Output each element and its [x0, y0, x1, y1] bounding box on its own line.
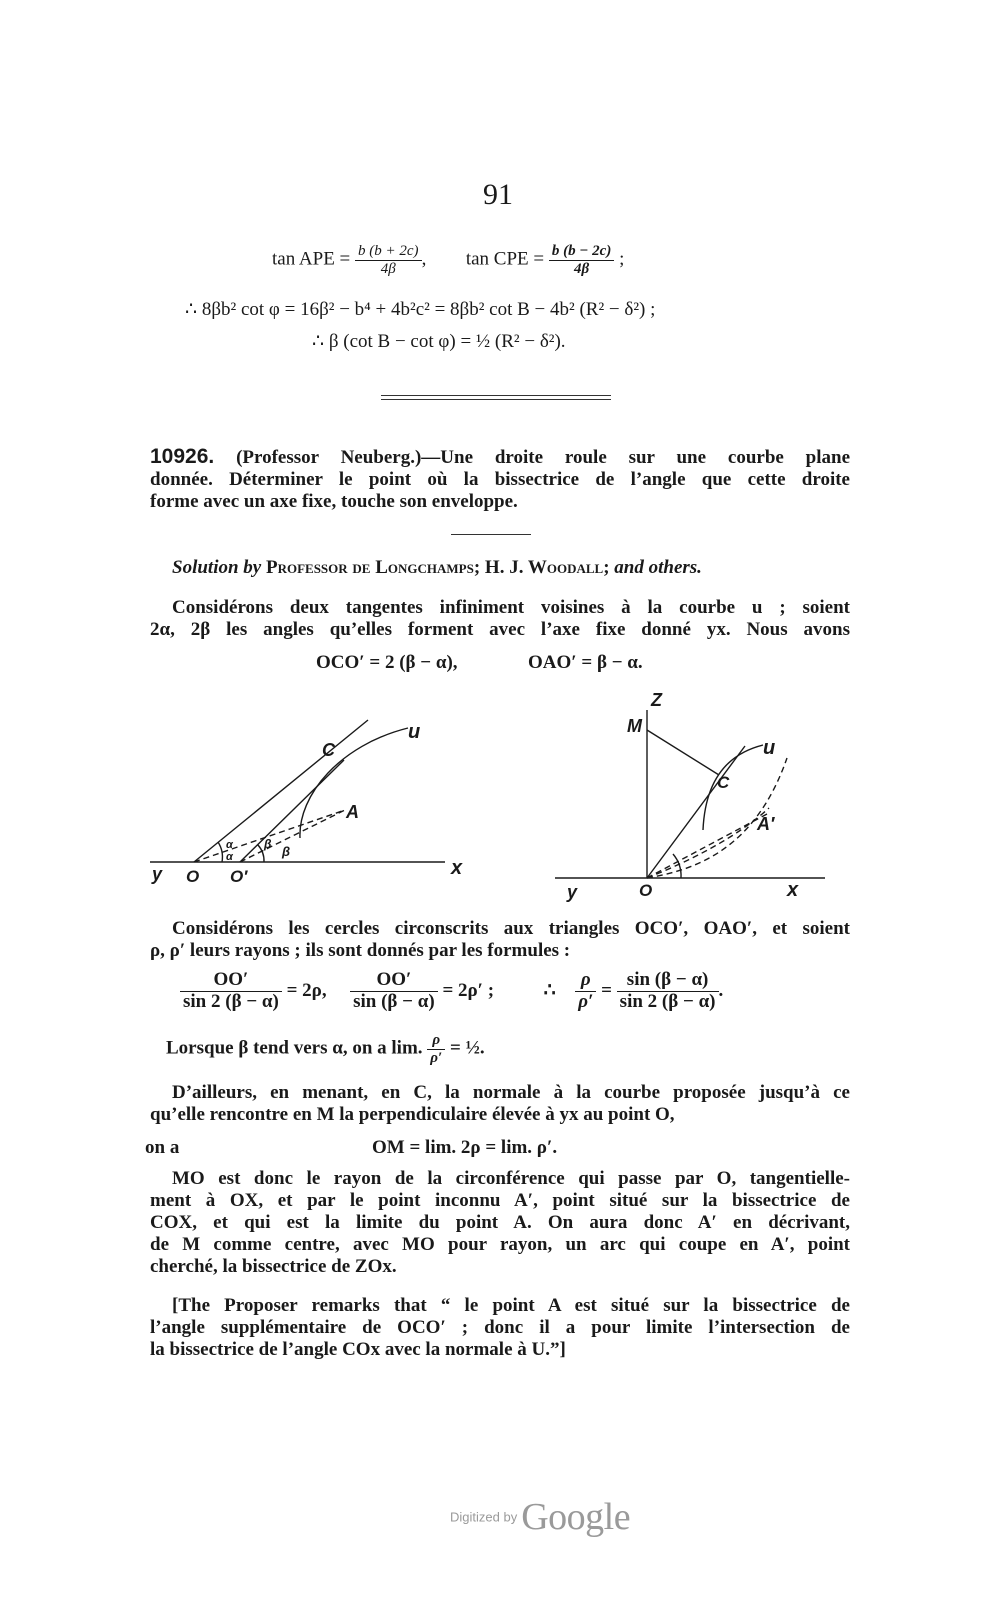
- label-beta-1: β: [264, 837, 272, 851]
- eq1-denominator: 4β: [380, 260, 396, 277]
- normal-line: [647, 730, 719, 775]
- label-y-left: y: [152, 864, 163, 884]
- label-z-right: Z: [651, 690, 662, 710]
- tangent-line-1: [194, 720, 368, 862]
- formula-4-numerator: sin (β − α): [617, 970, 719, 992]
- label-a-prime-right: A′: [757, 814, 775, 834]
- formula-4-end: .: [718, 979, 724, 1001]
- limit-rhs: = ½.: [450, 1037, 485, 1059]
- paragraph-1: [150, 597, 850, 641]
- label-c-left: C: [322, 740, 335, 760]
- formula-1-numerator: OO′: [180, 970, 282, 992]
- question-line-2: donnée. Déterminer le point où la bissectrice de l’angle que cette droite: [150, 469, 850, 490]
- solution-credit: [172, 557, 702, 579]
- figure-left: [140, 690, 480, 890]
- equation-cot-b: ∴ β (cot B − cot φ) = ½ (R² − δ²).: [312, 331, 566, 352]
- para4-line-4: de M comme centre, avec MO pour rayon, un arc qui coupe en A′, point: [150, 1234, 850, 1255]
- formula-row: [180, 970, 723, 1013]
- short-divider: [451, 534, 531, 535]
- limit-denominator: ρ′: [430, 1049, 443, 1066]
- equation-cot-phi: ∴ 8βb² cot φ = 16β² − b⁴ + 4b²c² = 8βb² cot B − 4b² (R² − δ²) ;: [185, 299, 656, 320]
- label-a-left: A: [346, 802, 359, 822]
- formula-4-denominator: sin 2 (β − α): [619, 990, 716, 1012]
- equation-tan: [272, 243, 624, 277]
- eq2-numerator: b (b − 2c): [549, 243, 615, 261]
- credit-author-1: Professor de Longchamps: [265, 557, 474, 578]
- eq2-lhs: tan CPE =: [465, 248, 545, 270]
- para5-line-3: la bissectrice de l’angle COx avec la normale à U.”]: [150, 1339, 566, 1360]
- eq2-denominator: 4β: [574, 260, 590, 277]
- question-paragraph: [150, 446, 850, 513]
- formula-2-numerator: OO′: [350, 970, 438, 992]
- limit-line: [166, 1032, 485, 1066]
- label-u-left: u: [408, 721, 421, 743]
- eq1-fraction: [355, 243, 422, 277]
- formula-4-fraction: [617, 970, 719, 1013]
- credit-author-2: H. J. Woodall: [484, 557, 604, 578]
- credit-sep-1: ;: [473, 557, 481, 578]
- limit-text: Lorsque β tend vers α, on a lim.: [166, 1037, 423, 1059]
- eq1-numerator: b (b + 2c): [355, 243, 422, 261]
- paragraph-4: [150, 1168, 850, 1278]
- label-beta-2: β: [282, 844, 291, 859]
- formula-2-rhs: = 2ρ′ ;: [442, 979, 495, 1001]
- label-u-right: u: [763, 737, 776, 759]
- paragraph-5: [150, 1295, 850, 1361]
- question-line-3: forme avec un axe fixe, touche son enveloppe.: [150, 491, 518, 512]
- eq1-lhs: tan APE =: [272, 248, 351, 270]
- formula-2-denominator: sin (β − α): [353, 990, 435, 1012]
- curve-u-right: [703, 745, 763, 830]
- limit-fraction: [427, 1032, 445, 1066]
- formula-1-fraction: [180, 970, 282, 1013]
- label-x-left: x: [451, 857, 463, 879]
- formula-2-fraction: [350, 970, 438, 1013]
- credit-prefix: Solution by: [172, 557, 262, 578]
- formula-3-fraction: [575, 970, 596, 1013]
- para1-line-2: 2α, 2β les angles qu’elles forment avec l’axe fixe donné yx. Nous avons: [150, 619, 850, 640]
- equation-om: OM = lim. 2ρ = lim. ρ′.: [372, 1137, 558, 1158]
- label-o-right: O: [639, 881, 653, 900]
- label-c-right: C: [717, 773, 730, 792]
- para4-line-5: cherché, la bissectrice de ZOx.: [150, 1256, 397, 1277]
- question-number: 10926.: [150, 445, 215, 468]
- credit-suffix: and others.: [614, 557, 702, 578]
- paragraph-3: [150, 1082, 850, 1126]
- para1-line-1: Considérons deux tangentes infiniment voisines à la courbe u ; soient: [172, 597, 850, 618]
- figure-right: [555, 690, 845, 905]
- google-logo: Google: [521, 1496, 631, 1538]
- label-x-right: x: [787, 879, 799, 901]
- formula-1-rhs: = 2ρ,: [286, 979, 327, 1001]
- para2-line-1: Considérons les cercles circonscrits aux triangles OCO′, OAO′, et soient: [172, 918, 850, 939]
- eq2-fraction: [549, 243, 615, 277]
- limit-numerator: ρ: [427, 1032, 445, 1050]
- label-o-prime-left: O′: [230, 867, 248, 886]
- page-number: 91: [483, 178, 513, 211]
- digitized-by-footer: [450, 1495, 630, 1539]
- formula-3-denominator: ρ′: [578, 990, 594, 1012]
- para5-line-1: [The Proposer remarks that “ le point A est situé sur la bissectrice de: [172, 1295, 850, 1316]
- formula-3-equals: =: [601, 979, 612, 1001]
- para4-line-1: MO est donc le rayon de la circonférence qui passe par O, tangentielle-: [172, 1168, 850, 1189]
- therefore-symbol: ∴: [543, 979, 556, 1001]
- angle-arc-right: [673, 854, 681, 878]
- angle-arc-alpha: [218, 842, 222, 862]
- bisector-dashed-1: [194, 810, 345, 862]
- credit-sep-2: ;: [603, 557, 610, 578]
- formula-1-denominator: sin 2 (β − α): [183, 990, 279, 1012]
- label-o-left: O: [186, 867, 200, 886]
- section-divider: [381, 395, 611, 400]
- para5-line-2: l’angle supplémentaire de OCO′ ; donc il a pour limite l’intersection de: [150, 1317, 850, 1338]
- on-a-label: on a: [145, 1137, 180, 1158]
- tangent-line-right: [647, 746, 745, 878]
- equation-oco: OCO′ = 2 (β − α),: [316, 652, 458, 673]
- eq2-end: ;: [619, 248, 625, 270]
- para2-line-2: ρ, ρ′ leurs rayons ; ils sont donnés par les formules :: [150, 940, 571, 961]
- bisector-dashed-2: [240, 810, 345, 862]
- para4-line-2: ment à OX, et par le point inconnu A′, point situé sur la bissectrice de: [150, 1190, 850, 1211]
- eq1-sep: ,: [421, 248, 427, 270]
- label-alpha-1: α: [226, 839, 233, 851]
- label-y-right: y: [567, 882, 578, 902]
- label-alpha-2: α: [226, 851, 233, 863]
- question-line-1: (Professor Neuberg.)—Une droite roule sur une courbe plane: [236, 447, 851, 468]
- label-m-right: M: [627, 716, 642, 736]
- para3-line-2: qu’elle rencontre en M la perpendiculaire élevée à yx au point O,: [150, 1104, 675, 1125]
- para4-line-3: COX, et qui est la limite du point A. On aura donc A′ en décrivant,: [150, 1212, 850, 1233]
- footer-prefix: Digitized by: [450, 1509, 518, 1525]
- equation-oao: OAO′ = β − α.: [528, 652, 643, 673]
- formula-3-numerator: ρ: [575, 970, 596, 992]
- paragraph-2: [150, 918, 850, 962]
- para3-line-1: D’ailleurs, en menant, en C, la normale à la courbe proposée jusqu’à ce: [172, 1082, 850, 1103]
